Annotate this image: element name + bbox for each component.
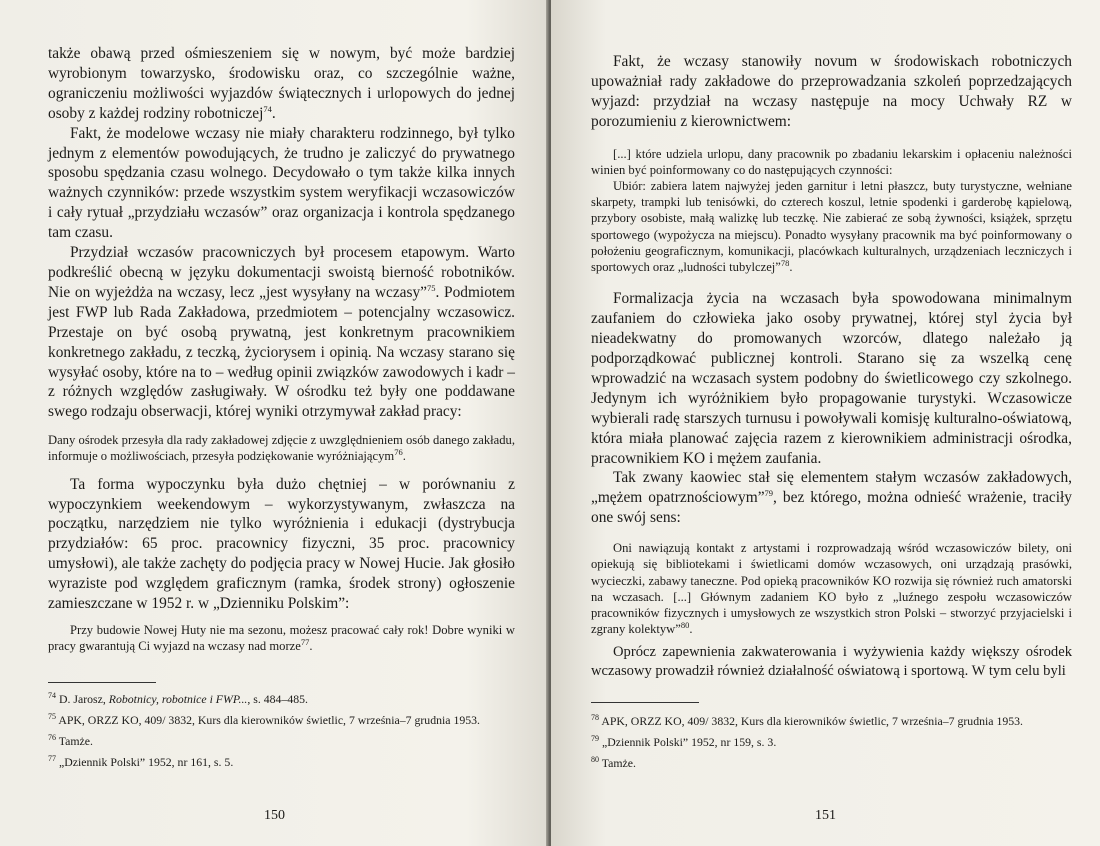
footnote: $^{79}$ „Dziennik Polski” 1952, nr 159, s. 3. [591,733,777,749]
paragraph: także obawą przed ośmieszeniem się w nowym, być może bardziej wyrobionym towarzysko, środowisku oraz, co szczególnie ważne, ograniczeniu możliwości wyjazdów świątecznych i urlopowych do jednej osoby z każdej rodziny robotniczej$^{74}$. [48,45,515,122]
page-number: 150 [264,808,285,823]
page-number: 151 [815,808,836,823]
footnote: $^{77}$ „Dziennik Polski” 1952, nr 161, s. 5. [48,753,234,769]
footnote-rule [48,682,156,683]
paragraph: Tak zwany kaowiec stał się elementem stałym wczasów zakładowych, „mężem opatrznościowym”$^{79}$, bez którego, można odnieść wrażenie, traciły one swój sens: [591,469,1072,527]
quote-text: Dany ośrodek przesyła dla rady zakładowej zdjęcie z uwzględnieniem osób danego zakładu, informuje o możliwościach, przesyła podziękowanie wyróżniającym$^{76}$. [48,433,515,464]
block-quote [48,622,515,654]
paragraph: Formalizacja życia na wczasach była spowodowana minimalnym zaufaniem do człowieka jako osoby prywatnej, której styl życia był nieadekwatny do promowanych wzorców, dlatego należało ją podporządkować publicznej kontroli. Starano się za wszelką cenę wprowadzić na wczasach system podobny do świetlicowego czy szkolnego. Jedynym ich wyróżnikiem było propagowanie turystyki. Wczasowicze wybierali radę starszych turnusu i powoływali komisję kulturalno-oświatową, która miała planować zajęcia razem z kierownikiem administracji ośrodka, pracownikiem KO i mężem zaufania. [591,290,1072,467]
right-body [591,52,1072,132]
footnote: $^{74}$ D. Jarosz, Robotnicy, robotnice i FWP..., s. 484–485. [48,691,308,706]
paragraph: Ta forma wypoczynku była dużo chętniej – w porównaniu z wypoczynkiem weekendowym – wykorzystywanym, zwłaszcza na początku, narzędziem nie tylko wyróżnienia i edukacji (dystrybucja przydziałów: 65 proc. pracownicy fizyczni, 35 proc. pracownicy umysłowi), ale także zachęty do podjęcia pracy w Nowej Hucie. Jak głosiło wyraziste pod względem graficznym (ramka, środek strony) ogłoszenie zamieszczane w 1952 r. w „Dzienniku Polskim”: [48,475,515,613]
footnote: $^{75}$ APK, ORZZ KO, 409/ 3832, Kurs dla kierowników świetlic, 7 września–7 grudnia 1953. [48,711,480,727]
left-footnotes [48,688,515,772]
quote-text: [...] które udziela urlopu, dany pracownik po zbadaniu lekarskim i opłaceniu należności winien być poinformowany co do następujących czynności: [591,146,1072,177]
quote-text: Przy budowie Nowej Huty nie ma sezonu, możesz pracować cały rok! Dobre wyniki w pracy gwarantują Ci wyjazd na wczasy nad morze$^{77}$. [48,622,515,654]
paragraph: Fakt, że wczasy stanowiły novum w środowiskach robotniczych upoważniał rady zakładowe do przeprowadzania szkoleń poprzedzających wyjazd: przydział na wczasy następuje na mocy Uchwały RZ w porozumieniu z kierownictwem: [591,53,1072,130]
quote-text: Ubiór: zabiera latem najwyżej jeden garnitur i letni płaszcz, buty turystyczne, wełniane skarpety, trampki lub tenisówki, do czterech koszul, letnie spodenki i garderobę kąpielową, przybory osobiste, małą walizkę lub teczkę. Nie zabierać ze sobą żywności, książek, sprzętu sportowego (wypożycza na miejscu). Ponadto wysyłany pracownik ma być poinformowany o położeniu geograficznym, komunikacji, placówkach kulturalnych, urządzeniach leczniczych i sportowych oraz „ludności tubylczej”$^{78}$. [591,179,1072,275]
footnote-rule [591,702,699,703]
quote-text: Oni nawiązują kontakt z artystami i rozprowadzają wśród wczasowiczów bilety, oni opiekują się bibliotekami i świetlicami domów wczasowych, oni urządzają prasówki, wycieczki, zabawy taneczne. Pod opieką pracowników KO rozwija się również ruch amatorski na wczasach. [...] Głównym zadaniem KO było z „luźnego zespołu wczasowiczów pracowników fizycznych i umysłowych ze wszystkich stron Polski – stworzyć przyjacielski i zgrany kolektyw”$^{80}$. [591,541,1072,637]
left-page [0,0,549,846]
left-body [48,44,515,422]
footnote: $^{76}$ Tamże. [48,732,93,748]
footnote: $^{78}$ APK, ORZZ KO, 409/ 3832, Kurs dla kierowników świetlic, 7 września–7 grudnia 1953. [591,713,1023,728]
left-body-continued [48,475,515,614]
paragraph: Fakt, że modelowe wczasy nie miały charakteru rodzinnego, był tylko jednym z elementów powodujących, że trudno je zaliczyć do prywatnego sposobu spędzania czasu wolnego. Decydowało o tym także kilka innych ważnych czynników: przede wszystkim system weryfikacji wczasowiczów i cały rytuał „przydziału wczasów” oraz organizacja i kontrola spędzanego tam czasu. [48,124,515,242]
right-page [551,0,1100,846]
footnote: $^{80}$ Tamże. [591,754,636,770]
block-quote [591,540,1072,637]
paragraph: Przydział wczasów pracowniczych był procesem etapowym. Warto podkreślić obecną w języku dokumentacji swoistą bierność robotników. Nie on wyjeżdża na wczasy, lecz „jest wysyłany na wczasy”$^{75}$. Podmiotem jest FWP lub Rada Zakładowa, przedmiotem – potencjalny wczasowicz. Przestaje on być osobą prywatną, jest konkretnym pracownikiem konkretnego zakładu, z teczką, życiorysem i opinią. Na wczasy starano się wysyłać osoby, które na to – według opinii związków zawodowych i kadr – z różnych względów zasługiwały. W ośrodku też były one poddawane swego rodzaju obserwacji, której wyniki otrzymywał zakład pracy: [48,244,515,421]
block-quote [48,432,515,464]
paragraph: Oprócz zapewnienia zakwaterowania i wyżywienia każdy większy ośrodek wczasowy prowadził również działalność oświatową i sportową. W tym celu byli [591,644,1072,679]
right-body-final [591,643,1072,680]
right-body-continued [591,289,1072,528]
block-quote [591,146,1072,276]
right-footnotes [591,710,1072,773]
